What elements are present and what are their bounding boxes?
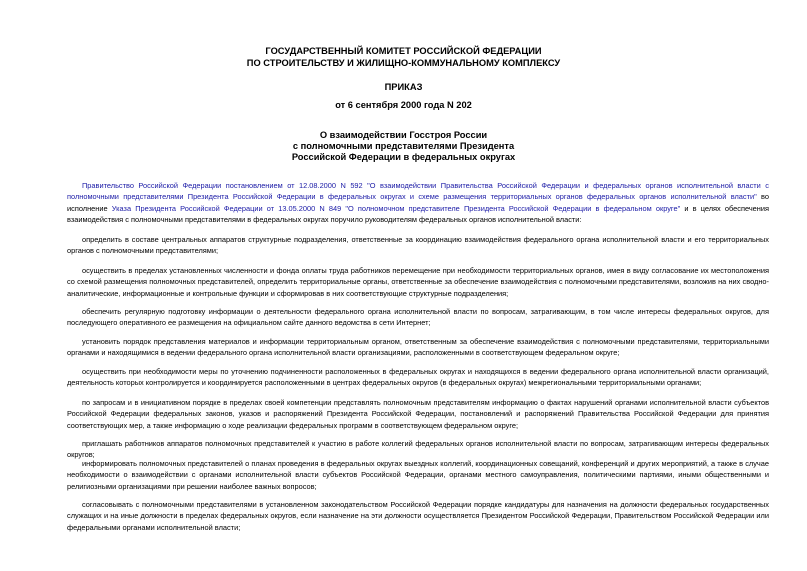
doc-title-line-1: О взаимодействии Госстроя России [319, 130, 488, 140]
list-item: по запросам и в инициативном порядке в пределах своей компетенции представлять полномочным представителям информацию о фактах нарушений органами исполнительной власти субъектов Российской Федерации федеральных законов, указов и распоряжений Президента Российской Федерации, постановлений и распоряжений Правительства Российской Федерации для принятия соответствующих мер, а также информацию о ходе реализации федеральных программ в соответствующем федеральном округе; [67, 398, 769, 430]
list-item: приглашать работников аппаратов полномочных представителей к участию в работе коллегий федеральных органов исполнительной власти по вопросам, затрагивающим интересы федеральных округов; [67, 439, 769, 460]
doc-type: ПРИКАЗ [384, 82, 423, 92]
list-item: определить в составе центральных аппаратов структурные подразделения, ответственные за координацию взаимодействия федерального органа исполнительной власти и его территориальных органов с полномочными представителями; [67, 235, 769, 256]
org-name-line-2: ПО СТРОИТЕЛЬСТВУ И ЖИЛИЩНО-КОММУНАЛЬНОМУ КОМПЛЕКСУ [246, 58, 561, 68]
doc-date: от 6 сентября 2000 года N 202 [335, 100, 472, 110]
list-item: осуществить при необходимости меры по уточнению подчиненности расположенных в федеральных округах и находящихся в ведении федерального органа исполнительной власти организаций, деятельность которых контролируется и координируется расположенными в центрах федеральных округов (в федеральных округах) межрегиональными территориальными органами; [67, 367, 769, 388]
list-item: обеспечить регулярную подготовку информации о деятельности федерального органа исполнительной власти по вопросам, затрагивающим, в том числе интересы федеральных округов, для последующего оперативного ее размещения на официальном сайте данного ведомства в сети Интернет; [67, 307, 769, 328]
doc-title-line-2: с полномочными представителями Президента [292, 141, 515, 151]
org-name-line-1: ГОСУДАРСТВЕННЫЙ КОМИТЕТ РОССИЙСКОЙ ФЕДЕРАЦИИ [265, 46, 542, 56]
presidential-decree-link[interactable]: Указа Президента Российской Федерации от 13.05.2000 N 849 "О полномочном представителе Президента Российской Федерации в федеральном округе" [111, 203, 681, 213]
government-decree-link[interactable]: Правительство Российской Федерации постановлением от 12.08.2000 N 592 "О взаимодействии Правительства Российской Федерации и федеральных органов исполнительной власти с полномочными представителями Президента Российской Федерации в федеральных округах и схеме размещения территориальных органов федеральных органов исполнительной власти" [67, 181, 769, 202]
intro-paragraph [67, 180, 769, 225]
list-item: осуществить в пределах установленных численности и фонда оплаты труда работников перемещение при необходимости территориальных органов, имея в виду согласование их местоположения со схемой размещения полномочных представителей, определить территориальные органы, ответственные за обеспечение взаимодействия с полномочными представителями, возложив на них сводно-аналитические, информационные и контрольные функции и сформировав в них соответствующие структурные подразделения; [67, 266, 769, 298]
list-item: информировать полномочных представителей о планах проведения в федеральных округах выездных коллегий, координационных совещаний, конференций и других мероприятий, а также в случае необходимости о взаимодействии с органами исполнительной власти субъектов Российской Федерации, органами местного самоуправления, политическими партиями, иными общественными и религиозными организациями при решении наиболее важных вопросов; [67, 459, 769, 491]
intro-text-2: и в целях обеспечения взаимодействия с полномочными представителями в федеральных округах поручило руководителям федеральных органов исполнительной власти: [67, 203, 769, 224]
list-item: установить порядок представления материалов и информации территориальным органом, ответственным за обеспечение взаимодействия с полномочными представителями, территориальными органами и находящимися в ведении федерального органа исполнительной власти организациями, расположенными в соответствующем федеральном округе; [67, 337, 769, 358]
list-item: согласовывать с полномочными представителями в установленном законодательством Российской Федерации порядке кандидатуры для назначения на должности федеральных государственных служащих и на иные должности в пределах федеральных округов, если назначение на эти должности осуществляется Президентом Российской Федерации, Правительством Российской Федерации или федеральными органами исполнительной власти; [67, 500, 769, 532]
doc-title-line-3: Российской Федерации в федеральных округах [291, 152, 516, 162]
intro-text-1: во исполнение [67, 192, 769, 213]
